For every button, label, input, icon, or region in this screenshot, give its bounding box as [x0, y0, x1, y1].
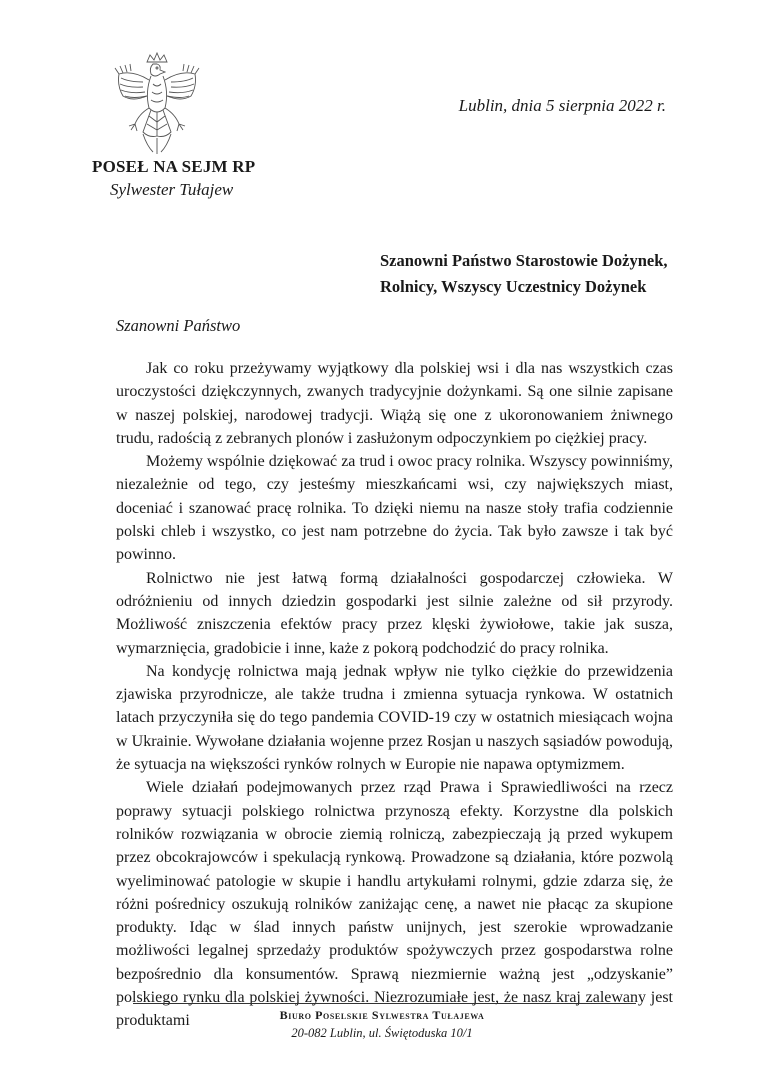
- body-paragraph: Wiele działań podejmowanych przez rząd Prawa i Sprawiedliwości na rzecz poprawy sytuacji polskiego rolnictwa przynoszą efekty. Korzystne dla polskich rolników rozwiązania w obrocie ziemią rolniczą, zabezpieczają ją przed wykupem przez obcokrajowców i spekulacją rynkową. Prowadzone są działania, które pozwolą wyeliminować patologie w skupie i handlu artykułami rolnymi, gdzie zdarza się, że różni pośrednicy oszukują rolników zaniżając cenę, a nawet nie płacąc za skupione produkty. Idąc w ślad innych państw unijnych, jest szerokie wprowadzanie możliwości legalnej sprzedaży produktów spożywczych przez gospodarstwa rolne bezpośrednio dla konsumentów. Sprawą niezmiernie ważną jest „odzyskanie” polskiego rynku dla polskiej żywności. Niezrozumiałe jest, że nasz kraj zalewany jest produktami: [116, 779, 673, 1030]
- addressee-line: Rolnicy, Wszyscy Uczestnicy Dożynek: [380, 277, 647, 296]
- body-paragraph: Rolnictwo nie jest łatwą formą działalności gospodarczej człowieka. W odróżnieniu od innych dziedzin gospodarki jest silnie zależne od sił przyrody. Możliwość zniszczenia efektów pracy przez klęski żywiołowe, takie jak susza, wymarznięcia, gradobicie i inne, każe z pokorą podchodzić do pracy rolnika.: [116, 569, 673, 657]
- place-date: Lublin, dnia 5 sierpnia 2022 r.: [458, 96, 666, 115]
- body-paragraph: Możemy wspólnie dziękować za trud i owoc pracy rolnika. Wszyscy powinniśmy, niezależnie od tego, czy jesteśmy mieszkańcami wsi, czy największych miast, doceniać i szanować pracę rolnika. To dzięki niemu na nasze stoły trafia codziennie polski chleb i wszystko, co jest nam potrzebne do życia. Tak było zawsze i tak być powinno.: [116, 453, 673, 564]
- polish-eagle-icon: [113, 52, 201, 156]
- letter-body: [116, 357, 673, 1033]
- mp-name: Sylwester Tułajew: [110, 180, 234, 199]
- addressee-line: Szanowni Państwo Starostowie Dożynek,: [380, 251, 668, 270]
- body-paragraph: Jak co roku przeżywamy wyjątkowy dla polskiej wsi i dla nas wszystkich czas uroczystości dziękczynnych, zwanych tradycyjnie dożynkami. Są one silnie zapisane w naszej polskiej, narodowej tradycji. Wiążą się one z ukoronowaniem żniwnego trudu, radością z zebranych plonów i zasłużonym odpoczynkiem po ciężkiej pracy.: [116, 360, 673, 447]
- body-paragraph: Na kondycję rolnictwa mają jednak wpływ nie tylko ciężkie do przewidzenia zjawiska przyrodnicze, ale także trudna i zmienna sytuacja rynkowa. W ostatnich latach przyczyniła się do tego pandemia COVID-19 czy w ostatnich miesiącach wojna w Ukrainie. Wywołane działania wojenne przez Rosjan u naszych sąsiadów powodują, że sytuacja na większości rynków rolnych w Europie nie napawa optymizmem.: [116, 662, 673, 774]
- footer-address: 20-082 Lublin, ul. Świętoduska 10/1: [291, 1026, 473, 1040]
- salutation: Szanowni Państwo: [116, 316, 241, 335]
- footer-office-name: Biuro Poselskie Sylwestra Tułajewa: [279, 1008, 485, 1022]
- addressee-block: [380, 248, 680, 300]
- footer-divider: [133, 1003, 636, 1004]
- mp-title: POSEŁ NA SEJM RP: [92, 157, 256, 176]
